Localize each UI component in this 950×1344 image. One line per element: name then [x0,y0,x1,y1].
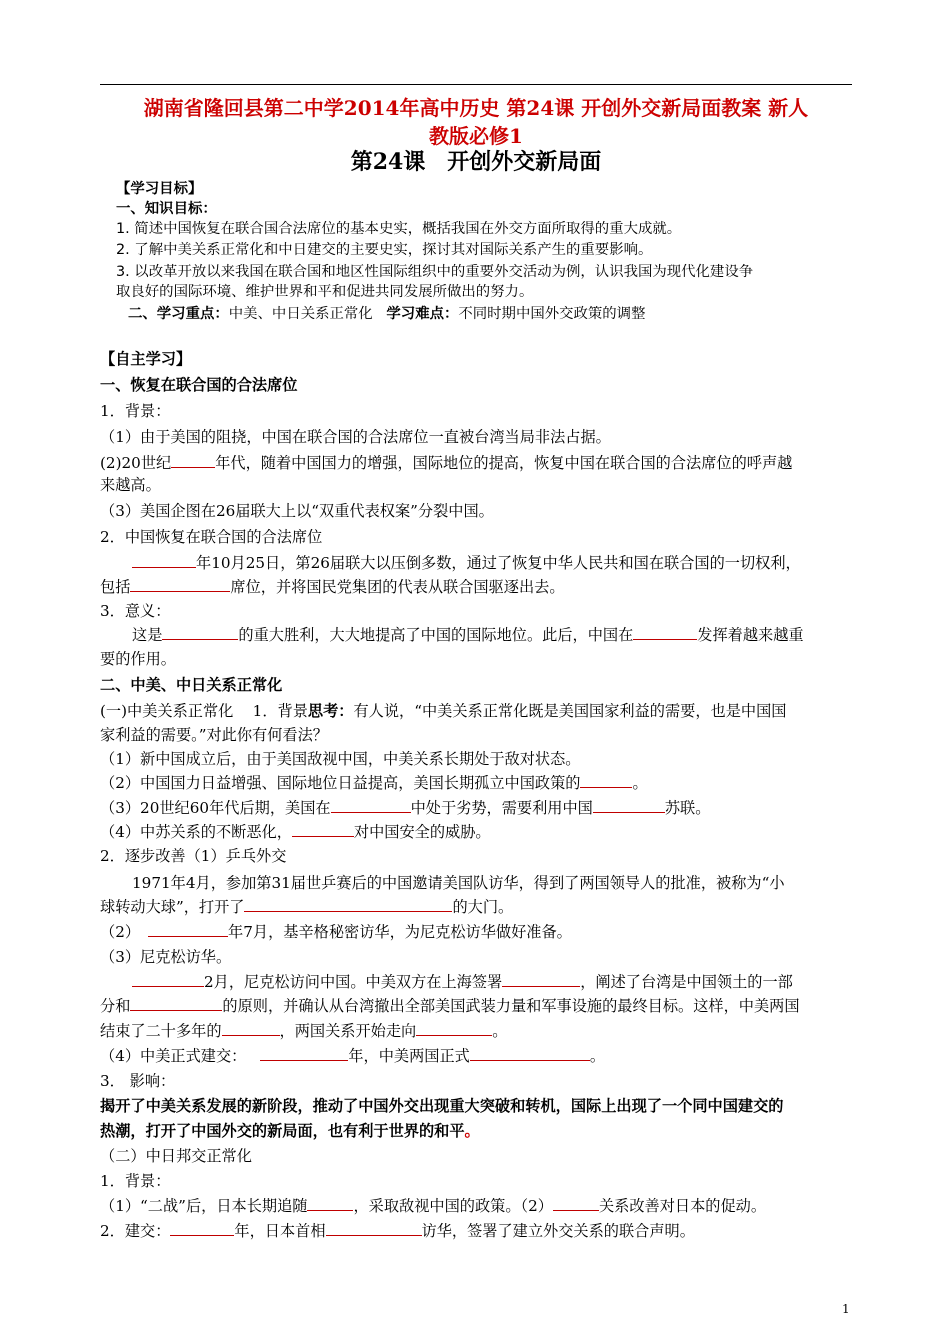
s2-pp-part-c: 的大门。 [452,898,514,916]
s2-p2-part-b: 。 [632,774,648,792]
s2-think-label: 思考： [307,702,354,720]
s2-n-part-d: 的原则，并确认从台湾撤出全部美国武装力量和军事设施的最终目标。这样，中美两国 [222,997,800,1015]
blank-policy[interactable] [580,773,632,788]
blank-door[interactable] [244,897,452,912]
objective-item-1: 1. 简述中国恢复在联合国合法席位的基本史实，概括我国在外交方面所取得的重大成就。 [116,221,682,237]
s1-q3-part-a: 这是 [132,626,163,644]
blank-threat[interactable] [292,822,354,837]
s2-intro-line-1 [100,700,786,722]
document-title-line-2: 教版必修1 [429,124,523,148]
s1-q2-part-c: 席位，并将国民党集团的代表从联合国驱逐出去。 [230,578,565,596]
s1-q2-part-b: 包括 [100,578,131,596]
blank-follow[interactable] [307,1196,353,1211]
s2-pp-part-b: 球转动大球”，打开了 [100,898,245,916]
s2-nixon-heading: （3）尼克松访华。 [100,948,232,966]
s2-p4-part-b: 对中国安全的威胁。 [353,823,491,841]
s2-intro-line-2: 家利益的需要。”对此你有何看法？ [100,726,328,744]
s2-impact-line-1: 揭开了中美关系发展的新阶段，推动了中国外交出现重大突破和转机，国际上出现了一个同中国建交的 [100,1097,784,1115]
s1-point-3: （3）美国企图在26届联大上以“双重代表权案”分裂中国。 [100,502,494,520]
blank-role[interactable] [633,625,697,640]
s3-point-2 [100,1220,695,1242]
blank-communique[interactable] [502,972,580,987]
s2-p4-part-a: （4）中苏关系的不断恶化， [100,823,292,841]
s2-nixon-line-2 [100,995,800,1017]
s2-improve-heading: 2．逐步改善（1）乒乓外交 [100,847,287,865]
s3-point-1 [100,1195,766,1217]
blank-principle[interactable] [130,996,222,1011]
header-rule [100,84,852,85]
s3-p1-part-b: ，采取敌视中国的政策。（2） [353,1197,553,1215]
s2-p3-part-b: 中处于劣势，需要利用中国 [410,799,593,817]
difficulty-label: 学习难点： [386,306,459,322]
s2-nixon-line-3 [100,1020,507,1042]
s2-impact-heading: 3． 影响： [100,1072,176,1090]
s2-background: 1．背景 [252,702,308,720]
s2-nixon-line-1 [132,971,793,993]
s2-think-text: 有人说，“中美关系正常化既是美国国家利益的需要，也是中国国 [353,702,787,720]
s2-point-2 [100,772,648,794]
lesson-title: 第24课 开创外交新局面 [350,149,602,175]
objective-item-3-line-2: 取良好的国际环境、维护世界和平和促进共同发展所做出的努力。 [116,284,534,300]
blank-state[interactable] [222,1021,280,1036]
s2-e-part-c: 。 [589,1047,606,1065]
s2-p2-part-a: （2）中国国力日益增强、国际地位日益提高，美国长期孤立中国政策的 [100,774,581,792]
s1-q3-line-1 [132,624,804,646]
s2-establish [100,1045,605,1067]
blank-relation[interactable] [553,1196,599,1211]
s3-p2-part-b: 年，日本首相 [234,1222,326,1240]
s2-n-part-a: 2月，尼克松访问中国。中美双方在上海签署 [204,973,503,991]
blank-kissinger-year[interactable] [148,922,228,937]
focus-text: 中美、中日关系正常化 [228,306,373,322]
s1-p2-part-b: 年代，随着中国国力的增强，国际地位的提高，恢复中国在联合国的合法席位的呼声越 [215,454,793,472]
s1-q2-part-a: 年10月25日，第26届联大以压倒多数，通过了恢复中华人民共和国在联合国的一切权利， [196,554,801,572]
s2-p3-part-c: 苏联。 [664,799,711,817]
s1-q3-part-c: 发挥着越来越重 [697,626,804,644]
s2-impact-period: 。 [464,1122,480,1140]
s2-impact-part-a: 热潮，打开了中国外交的新局面，也有利于世界的和平 [100,1122,465,1140]
s2-pingpong-line-2 [100,896,513,918]
s2-k-part-b: 年7月，基辛格秘密访华，为尼克松访华做好准备。 [228,923,572,941]
blank-relations[interactable] [470,1046,590,1061]
blank-use-china[interactable] [593,798,665,813]
s2-e-part-a: （4）中美正式建交： [100,1047,247,1065]
blank-establish-year[interactable] [260,1046,348,1061]
s1-q3-line-2: 要的作用。 [100,650,176,668]
self-study-heading: 【自主学习】 [100,350,192,368]
focus-label: 二、学习重点： [128,306,229,322]
s3-p2-part-c: 访华，签署了建立外交关系的联合声明。 [421,1222,695,1240]
s1-point-2 [100,452,792,474]
blank-prime-minister[interactable] [326,1221,422,1236]
s1-heading-2: 2．中国恢复在联合国的合法席位 [100,528,323,546]
section-2-title: 二、中美、中日关系正常化 [100,676,283,694]
s2-n-part-c: 分和 [100,997,131,1015]
s3-p1-part-c: 关系改善对日本的促动。 [598,1197,767,1215]
blank-disadvantage[interactable] [331,798,411,813]
s2-subsection-1: (一)中美关系正常化 [100,702,234,720]
s1-point-2-cont: 来越高。 [100,476,161,494]
focus-line [128,303,645,325]
s2-impact-line-2 [100,1120,480,1142]
blank-year-un[interactable] [132,553,196,568]
document-title-line-1: 湖南省隆回县第二中学2014年高中历史 第24课 开创外交新局面教案 新人 [143,96,809,120]
section-3-title: （二）中日邦交正常化 [100,1147,252,1165]
s1-p2-part-a: (2)20世纪 [100,454,172,472]
s2-n-part-e: 结束了二十多年的 [100,1022,222,1040]
blank-toward[interactable] [416,1021,492,1036]
s2-e-part-b: 年，中美两国正式 [348,1047,470,1065]
s3-p1-part-a: （1）“二战”后，日本长期追随 [100,1197,308,1215]
blank-victory[interactable] [162,625,238,640]
s2-n-part-b: ，阐述了台湾是中国领土的一部 [580,973,793,991]
s2-point-4 [100,821,491,843]
s2-point-3 [100,797,710,819]
blank-decade[interactable] [171,453,215,468]
s1-q3-part-b: 的重大胜利，大大地提高了中国的国际地位。此后，中国在 [238,626,634,644]
objectives-heading: 【学习目标】 [116,181,203,197]
s1-heading-3: 3．意义： [100,602,171,620]
s2-p3-part-a: （3）20世纪60年代后期，美国在 [100,799,331,817]
s2-n-part-g: 。 [492,1022,508,1040]
s1-q2-line-1 [132,552,801,574]
blank-japan-year[interactable] [170,1221,234,1236]
blank-seat[interactable] [130,577,230,592]
s2-point-1: （1）新中国成立后，由于美国敌视中国，中美关系长期处于敌对状态。 [100,750,581,768]
s2-pingpong-line-1: 1971年4月，参加第31届世乒赛后的中国邀请美国队访华，得到了两国领导人的批准，被称为“小 [132,874,785,892]
s3-p2-part-a: 2．建交： [100,1222,171,1240]
s2-kissinger [100,921,572,943]
s1-q2-line-2 [100,576,565,598]
blank-nixon-year[interactable] [132,972,204,987]
objective-item-2: 2. 了解中美关系正常化和中日建交的主要史实，探讨其对国际关系产生的重要影响。 [116,242,653,258]
s1-background-label: 1．背景： [100,402,171,420]
page-number: 1 [842,1302,850,1316]
difficulty-text: 不同时期中国外交政策的调整 [458,306,646,322]
section-1-title: 一、恢复在联合国的合法席位 [100,376,298,394]
s1-point-1: （1）由于美国的阻挠，中国在联合国的合法席位一直被台湾当局非法占据。 [100,428,611,446]
knowledge-heading: 一、知识目标： [116,201,217,217]
document-title [100,94,852,150]
s3-background-label: 1．背景： [100,1172,171,1190]
s2-k-part-a: （2） [100,923,141,941]
s2-n-part-f: ，两国关系开始走向 [279,1022,417,1040]
objective-item-3-line-1: 3. 以改革开放以来我国在联合国和地区性国际组织中的重要外交活动为例，认识我国为现代化建设争 [116,264,754,280]
